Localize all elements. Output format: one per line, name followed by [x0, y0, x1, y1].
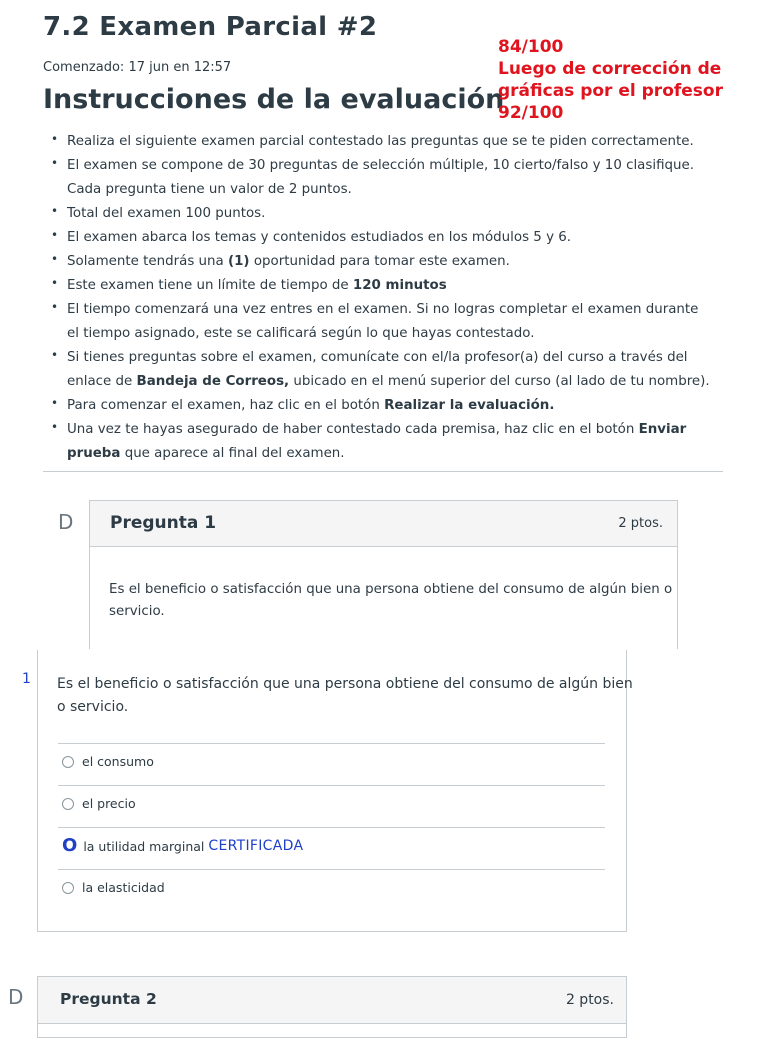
grade-original: 84/100 — [498, 37, 564, 57]
exam-title: 7.2 Examen Parcial #2 — [43, 12, 378, 42]
grade-note-line: gráficas por el profesor — [498, 81, 723, 101]
grade-final: 92/100 — [498, 103, 564, 123]
question-text: Es el beneficio o satisfacción que una persona obtiene del consumo de algún bien o servicio. — [109, 582, 673, 619]
question-title: Pregunta 1 — [110, 513, 217, 533]
answer-number: 1 — [22, 671, 31, 687]
certified-label: CERTIFICADA — [208, 838, 304, 854]
instruction-item: • Total del examen 100 puntos. — [48, 202, 760, 226]
question-header — [38, 977, 626, 1024]
option-divider — [58, 785, 605, 786]
option-el-precio[interactable]: el precio — [62, 796, 136, 811]
option-divider — [58, 827, 605, 828]
mailbox-link[interactable]: Bandeja de Correos, — [136, 374, 290, 389]
question-points: 2 ptos. — [618, 516, 663, 531]
answer-question-text: Es el beneficio o satisfacción que una persona obtiene del consumo de algún bien o servicio. — [57, 676, 633, 715]
question-status-icon: D — [58, 510, 74, 534]
radio-selected-icon[interactable]: O — [62, 835, 78, 856]
question-title: Pregunta 2 — [60, 990, 157, 1008]
question-card-2 — [37, 976, 627, 1038]
question-header — [90, 501, 677, 547]
radio-empty-icon[interactable] — [62, 798, 74, 810]
instruction-item: • Este examen tiene un límite de tiempo de 120 minutos — [48, 274, 760, 298]
option-divider — [58, 869, 605, 870]
started-timestamp: Comenzado: 17 jun en 12:57 — [43, 60, 232, 75]
instruction-item: • El tiempo comenzará una vez entres en el examen. Si no logras completar el examen durante el tiempo asignado, este se calificará según lo que hayas contestado. — [48, 298, 760, 346]
option-la-elasticidad[interactable]: la elasticidad — [62, 880, 165, 895]
instruction-item: • Una vez te hayas asegurado de haber contestado cada premisa, haz clic en el botón Enviar prueba que aparece al final del examen. — [48, 418, 760, 466]
instruction-item: • Para comenzar el examen, haz clic en el botón Realizar la evaluación. — [48, 394, 760, 418]
radio-empty-icon[interactable] — [62, 756, 74, 768]
question-points: 2 ptos. — [565, 992, 614, 1008]
instruction-item: • Solamente tendrás una (1) oportunidad para tomar este examen. — [48, 250, 760, 274]
question-status-icon: D — [8, 985, 24, 1009]
instructions-heading: Instrucciones de la evaluación — [43, 84, 505, 115]
option-el-consumo[interactable]: el consumo — [62, 754, 154, 769]
instruction-item: • El examen se compone de 30 preguntas de selección múltiple, 10 cierto/falso y 10 clasifique. Cada pregunta tiene un valor de 2 puntos. — [48, 154, 760, 202]
option-la-utilidad-marginal[interactable]: O la utilidad marginal CERTIFICADA — [62, 835, 304, 856]
question-card-1 — [89, 500, 678, 649]
instruction-item: • Si tienes preguntas sobre el examen, comunícate con el/la profesor(a) del curso a través del enlace de Bandeja de Correos, ubicado en el menú superior del curso (al lado de tu nombre). — [48, 346, 760, 394]
instructions-list — [48, 130, 760, 466]
section-divider — [43, 471, 723, 472]
option-divider — [58, 743, 605, 744]
grade-annotation — [498, 36, 723, 124]
grade-note-line: Luego de corrección de — [498, 59, 722, 79]
instruction-item: • El examen abarca los temas y contenidos estudiados en los módulos 5 y 6. — [48, 226, 760, 250]
instruction-item: • Realiza el siguiente examen parcial contestado las preguntas que se te piden correctamente. — [48, 130, 760, 154]
radio-empty-icon[interactable] — [62, 882, 74, 894]
